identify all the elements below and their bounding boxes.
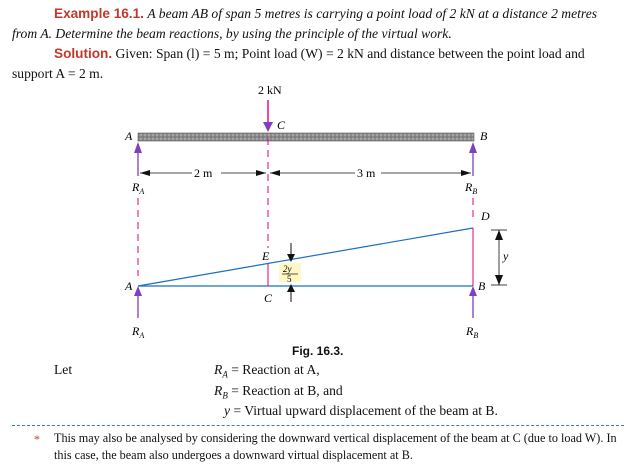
solution-text: Given: Span (l) = 5 m; Point load (W) = 2 kN and distance between the point load and support A = 2 m.	[12, 46, 585, 81]
frac-arrow-down	[287, 254, 295, 262]
let-label: Let	[54, 362, 73, 377]
example-heading: Example 16.1.	[54, 6, 144, 21]
y-label: y	[503, 249, 509, 263]
solution-heading: Solution.	[54, 46, 113, 61]
definition-rb-text: = Reaction at B, and	[231, 383, 343, 398]
definition-y-text: = Virtual upward displacement of the beam at B.	[233, 403, 498, 418]
definition-ra-text: = Reaction at A,	[231, 362, 320, 377]
dim-arrow-left	[140, 170, 150, 176]
frac-arrow-up	[287, 284, 295, 292]
example-text: A beam AB of span 5 metres is carrying a point load of 2 kN at a distance 2 metres from A. Determine the beam reactions, by using the principle of the virtual work.	[12, 6, 598, 41]
y-arrow-down	[495, 275, 503, 285]
reaction-a-top-label: $R_A$	[132, 180, 145, 196]
displaced-beam-line	[138, 228, 473, 286]
reaction-b-bottom-label: $R_B$	[466, 324, 479, 340]
beam-point-c-label: C	[277, 118, 286, 132]
beam-end-b-label: B	[480, 129, 488, 143]
example-paragraph	[12, 4, 624, 44]
displaced-point-b-label: B	[478, 279, 486, 293]
point-e-label: E	[262, 249, 270, 263]
dim-arrow-mid-left	[256, 170, 266, 176]
load-arrowhead	[263, 122, 273, 132]
beam-figure	[0, 78, 636, 358]
footnote-text: This may also be analysed by considering the downward vertical displacement of the beam at C (due to load W). In this case, the beam also undergoes a downward virtual displacement at B.	[54, 431, 617, 462]
definition-ra: $R_A$ = Reaction at A,	[214, 362, 320, 380]
definition-y	[224, 403, 498, 419]
footnote-marker: *	[34, 432, 40, 446]
definition-y-symbol: y	[224, 403, 231, 418]
reaction-a-bottom-label: $R_A$	[132, 324, 145, 340]
beam-end-a-label: A	[125, 129, 133, 143]
figure-caption: Fig. 16.3.	[292, 344, 344, 358]
y-arrow-up	[495, 230, 503, 240]
point-d-label: D	[481, 209, 490, 223]
support-b-arrow	[469, 142, 477, 153]
definition-rb: $R_B$ = Reaction at B, and	[214, 383, 343, 401]
displaced-point-c-label: C	[264, 291, 273, 305]
frac-denominator: 5	[287, 274, 292, 284]
lower-support-b-arrow	[469, 286, 477, 296]
support-a-arrow	[134, 142, 142, 153]
beam	[138, 133, 474, 141]
footnote-rule	[12, 425, 624, 426]
reaction-b-top-label: $R_B$	[465, 180, 478, 196]
definition-ra-symbol: R	[214, 362, 223, 377]
load-label: 2 kN	[258, 83, 282, 97]
dim-left-label: 2 m	[194, 166, 213, 180]
dim-arrow-mid-right	[270, 170, 280, 176]
dim-right-label: 3 m	[357, 166, 376, 180]
frac-numerator: 2y	[283, 264, 292, 274]
definition-rb-symbol: R	[214, 383, 223, 398]
displaced-point-a-label: A	[125, 279, 133, 293]
dim-arrow-right	[461, 170, 471, 176]
lower-support-a-arrow	[134, 286, 142, 296]
